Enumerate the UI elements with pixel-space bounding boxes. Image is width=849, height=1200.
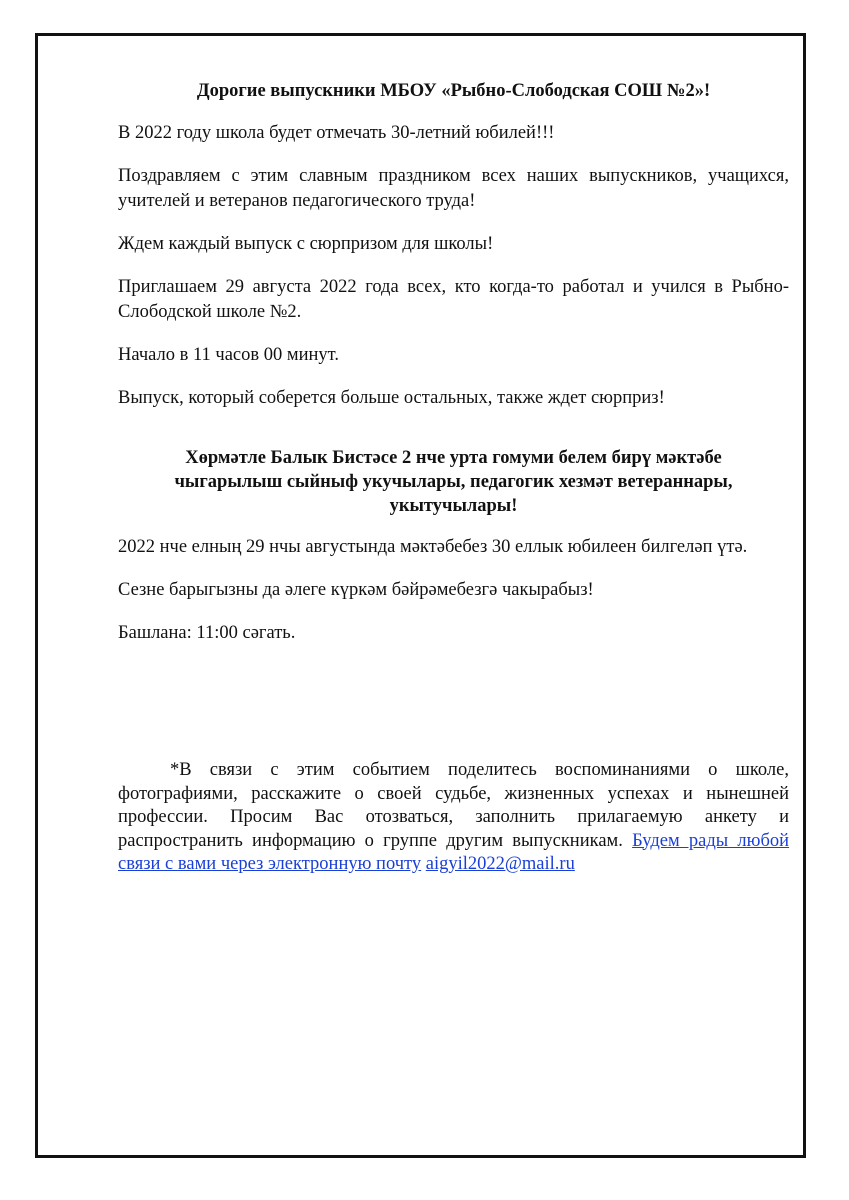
tt-paragraph-invitation: Сезне барыгызны да әлеге күркәм бәйрәмебезгә чакырабыз! xyxy=(118,580,594,600)
tatar-heading-line-2: чыгарылыш сыйныф укучылары, педагогик хезмәт ветераннары, xyxy=(174,472,733,492)
ru-paragraph-graduating-class: Выпуск, который соберется больше остальных, также ждет сюрприз! xyxy=(118,388,665,408)
tatar-heading-line-3: укытучылары! xyxy=(389,496,518,516)
footnote-paragraph xyxy=(118,759,789,877)
tatar-heading-line-1: Хөрмәтле Балык Бистәсе 2 нче урта гомуми белем бирү мәктәбе xyxy=(185,448,722,468)
section-spacer xyxy=(118,411,789,446)
ru-paragraph-anniversary: В 2022 году школа будет отмечать 30-летний юбилей!!! xyxy=(118,123,555,143)
tt-paragraph-start-time: Башлана: 11:00 сәгать. xyxy=(118,623,296,643)
ru-paragraph-start-time: Начало в 11 часов 00 минут. xyxy=(118,345,339,365)
footnote-text: *В связи с этим событием поделитесь воспоминаниями о школе, фотографиями, расскажите о своей судьбе, жизненных успехах и нынешней профессии. Просим Вас отозваться, заполнить прилагаемую анкету и распространить информацию о группе другим выпускникам. xyxy=(118,760,789,851)
ru-paragraph-congratulations: Поздравляем с этим славным праздником всех наших выпускников, учащихся, учителей и ветеранов педагогического труда! xyxy=(118,166,789,211)
email-link[interactable]: aigyil2022@mail.ru xyxy=(425,854,575,874)
note-spacer xyxy=(118,646,789,759)
tt-paragraph-anniversary: 2022 нче елның 29 нчы августында мәктәбебез 30 еллык юбилеен билгеләп үтә. xyxy=(118,537,748,557)
ru-paragraph-invitation: Приглашаем 29 августа 2022 года всех, кто когда-то работал и учился в Рыбно-Слободской школе №2. xyxy=(118,277,789,322)
document-body xyxy=(118,79,789,877)
russian-heading: Дорогие выпускники МБОУ «Рыбно-Слободская СОШ №2»! xyxy=(196,81,711,101)
tatar-heading xyxy=(118,446,789,518)
contact-link[interactable]: Будем рады любой связи с вами через электронную почту xyxy=(118,830,790,874)
ru-paragraph-surprise: Ждем каждый выпуск с сюрпризом для школы! xyxy=(118,234,494,254)
